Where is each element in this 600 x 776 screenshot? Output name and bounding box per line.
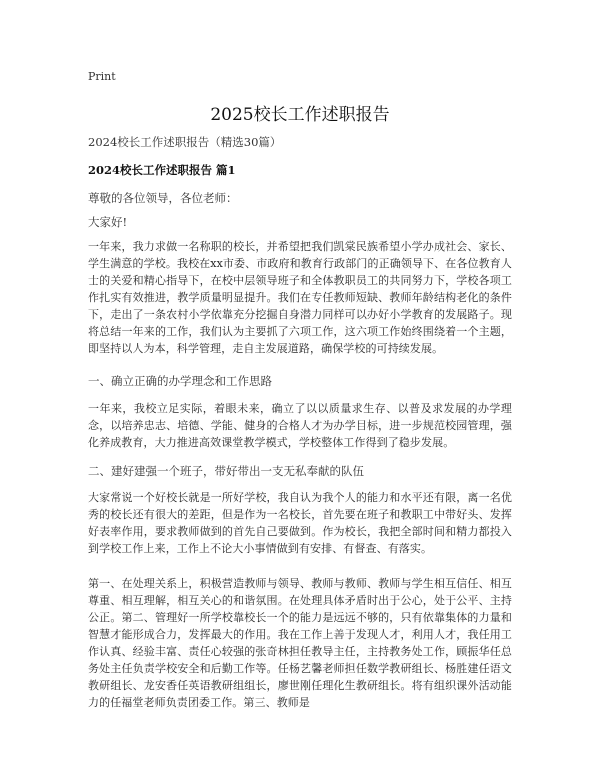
section-heading: 2024校长工作述职报告 篇1 xyxy=(88,163,236,177)
paragraph-one: 一年来，我校立足实际，着眼未来，确立了以以质量求生存、以普及求发展的办学理念，以培养忠志、培德、学能、健身的合格人才为办学目标，进一步规范校园管理，强化养成教育，大力推进高效课堂教学模式，学校整体工作得到了稳步发展。 xyxy=(88,402,512,449)
paragraph-intro: 一年来，我力求做一名称职的校长，并希望把我们凯棠民族希望小学办成社会、家长、学生满意的学校。我校在xx市委、市政府和教育行政部门的正确领导下、在各位教育人士的关爱和精心指导下，在校中层领导班子和全体教职员工的共同努力下，学校各项工作扎实有效推进，教学质量明显提升。我们在专任教师短缺、教师年龄结构老化的条件下，走出了一条农村小学依靠充分挖掘自身潜力同样可以办好小学教育的发展路子。现将总结一年来的工作，我们认为主要抓了六项工作，这六项工作始终围绕着一个主题，即坚持以人为本，科学管理，走自主发展道路，确保学校的可持续发展。 xyxy=(88,240,512,355)
document-title: 2025校长工作述职报告 xyxy=(210,105,390,125)
salutation-line: 大家好! xyxy=(88,215,128,229)
paragraph-two: 大家常说一个好校长就是一所好学校，我自认为我个人的能力和水平还有限，离一名优秀的校长还有很大的差距，但是作为一名校长，首先要在班子和教职工中带好头、发挥好表率作用，要求教师做到的首先自己要做到。作为校长，我把全部时间和精力都投入到学校工作上来，工作上不论大小事情做到有安排、有督查、有落实。 xyxy=(88,491,512,555)
paragraph-three: 第一、在处理关系上，积极营造教师与领导、教师与教师、教师与学生相互信任、相互尊重、相互理解，相互关心的和谐氛围。在处理具体矛盾时出于公心，处于公平、主持公正。第二、管理好一所学校靠校长一个的能力是远远不够的，只有依靠集体的力量和智慧才能形成合力，发挥最大的作用。我在工作上善于发现人才，利用人才，我任用工作认真、经验丰富、责任心较强的张奇林担任教导主任，主持教务处工作，顾振华任总务处主任负责学校安全和后勤工作等。任杨艺馨老师担任数学教研组长、杨胜建任语文教研组长、龙安香任英语教研组组长，廖世刚任理化生教研组长。将有组织课外活动能力的任福堂老师负责团委工作。第三、教师是 xyxy=(88,577,512,709)
heading-one: 一、确立正确的办学理念和工作思路 xyxy=(88,374,272,388)
heading-two: 二、建好建强一个班子，带好带出一支无私奉献的队伍 xyxy=(88,464,364,478)
greeting-line: 尊敬的各位领导，各位老师： xyxy=(88,191,238,205)
document-subtitle: 2024校长工作述职报告（精选30篇） xyxy=(88,135,282,149)
print-link[interactable]: Print xyxy=(88,70,116,83)
